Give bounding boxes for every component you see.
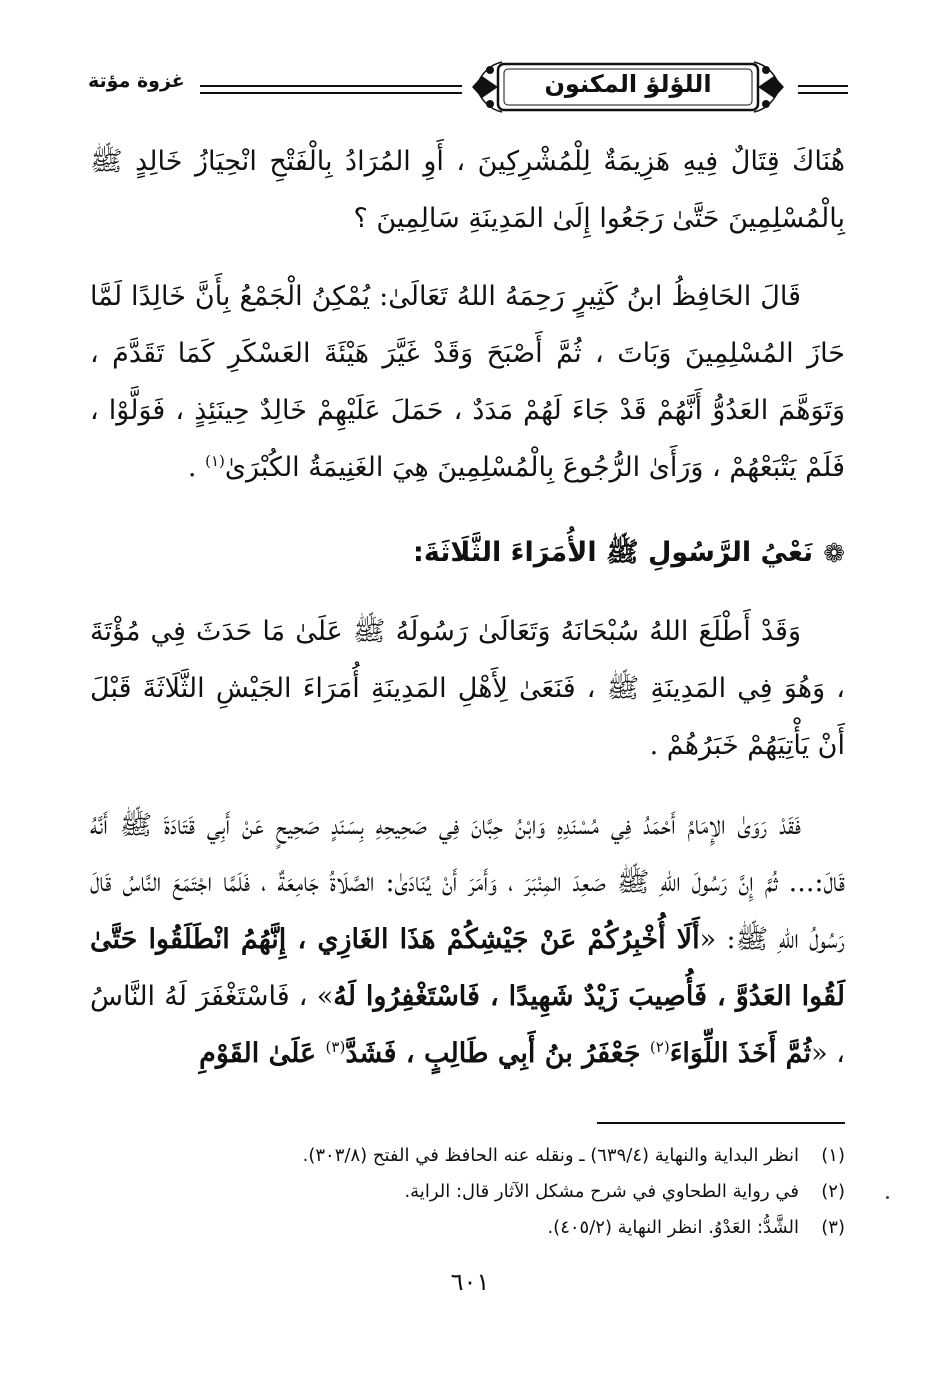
paragraph-1-text: هُنَاكَ قِتَالٌ فِيهِ هَزِيمَةٌ لِلْمُشْرِكِينَ ، أَوِ المُرَادُ بِالْفَتْحِ انْحِيَازُ خَالِدٍ ﷺ بِالْمُسْلِمِينَ حَتَّىٰ رَجَعُوا إِلَىٰ المَدِينَةِ سَالِمِينَ ؟ xyxy=(90,146,845,234)
footnote-text: في رواية الطحاوي في شرح مشكل الآثار قال: الراية. xyxy=(404,1181,799,1202)
footnote-separator xyxy=(597,1122,845,1124)
footnote-1 xyxy=(90,1138,845,1174)
footnotes xyxy=(90,1138,845,1246)
footnote-ref-3[interactable]: (٣) xyxy=(325,1038,346,1056)
footnote-3 xyxy=(90,1210,845,1246)
paragraph-4 xyxy=(90,797,845,1082)
footnote-ref-1[interactable]: (١) xyxy=(205,452,225,470)
scan-speck xyxy=(886,1196,889,1199)
header-rule-right xyxy=(798,85,848,94)
chapter-title: غزوة مؤتة xyxy=(88,70,185,92)
paragraph-3-text: وَقَدْ أَطْلَعَ اللهُ سُبْحَانَهُ وَتَعَالَىٰ رَسُولَهُ ﷺ عَلَىٰ مَا حَدَثَ فِي مُؤْتَةَ ، وَهُوَ فِي المَدِينَةِ ﷺ ، فَنَعَىٰ لِأَهْلِ المَدِينَةِ أُمَرَاءَ الجَيْشِ الثَّلَاثَةَ قَبْلَ أَنْ يَأْتِيَهُمْ خَبَرُهُمْ . xyxy=(90,616,845,761)
paragraph-4-text-a: فَقَدْ رَوَىٰ الإِمَامُ أَحْمَدُ فِي مُسْنَدِهِ وَابْنُ حِبَّانَ فِي صَحِيحِهِ بِسَنَدٍ صَحِيحٍ عَنْ أَبِي قَتَادَةَ ﷺ أَنَّهُ قَالَ:... ثُمَّ إِنَّ رَسُولَ اللهِ ﷺ صَعِدَ المِنْبَرَ ، وَأَمَرَ أَنْ يُنَادَىٰ: الصَّلَاةُ جَامِعَةٌ ، فَلَمَّا اجْتَمَعَ النَّاسُ قَالَ رَسُولُ اللهِ ﷺ: « xyxy=(90,810,845,955)
running-header xyxy=(88,58,848,118)
footnote-number: (١) xyxy=(821,1145,845,1166)
hadith-quote-3: جَعْفَرُ بنُ أَبِي طَالِبٍ ، فَشَدَّ xyxy=(345,1038,650,1069)
page-number: ٦٠١ xyxy=(450,1268,490,1296)
footnote-number: (٢) xyxy=(821,1181,845,1202)
flower-ornament-icon: ❁ xyxy=(823,538,845,569)
header-rule-left xyxy=(200,85,462,94)
footnote-2 xyxy=(90,1174,845,1210)
footnote-ref-2[interactable]: (٢) xyxy=(649,1038,670,1056)
hadith-quote-2: ثُمَّ أَخَذَ اللِّوَاءَ xyxy=(669,1038,812,1069)
section-heading xyxy=(90,528,845,579)
title-ornament-frame xyxy=(468,58,788,116)
paragraph-4-text-c: » ، فَاسْتَغْفَرَ لَهُ النَّاسُ ، « xyxy=(90,981,845,1069)
section-heading-text: نَعْيُ الرَّسُولِ ﷺ الأُمَرَاءَ الثَّلَاثَةَ: xyxy=(413,537,814,568)
hadith-quote-1: أَلَا أُخْبِرُكُمْ عَنْ جَيْشِكُمْ هَذَا الغَازِي ، إِنَّهُمُ انْطَلَقُوا حَتَّىٰ لَقُوا العَدُوَّ ، فَأُصِيبَ زَيْدٌ شَهِيدًا ، فَاسْتَغْفِرُوا لَهُ xyxy=(90,924,845,1012)
paragraph-1 xyxy=(90,133,845,247)
hadith-quote-4: عَلَىٰ القَوْمِ xyxy=(199,1038,326,1069)
footnote-text: الشَّدُّ: العَدْوُ. انظر النهاية (٤٠٥/٢). xyxy=(547,1217,799,1238)
footnote-text: انظر البداية والنهاية (٦٣٩/٤) ـ ونقله عنه الحافظ في الفتح (٣٠٣/٨). xyxy=(302,1145,799,1166)
paragraph-2 xyxy=(90,268,845,496)
footnote-number: (٣) xyxy=(821,1217,845,1238)
paragraph-3 xyxy=(90,603,845,774)
paragraph-2-text: قَالَ الحَافِظُ ابنُ كَثِيرٍ رَحِمَهُ اللهُ تَعَالَىٰ: يُمْكِنُ الْجَمْعُ بِأَنَّ خَالِدًا لَمَّا حَازَ المُسْلِمِينَ وَبَاتَ ، ثُمَّ أَصْبَحَ وَقَدْ غَيَّرَ هَيْئَةَ العَسْكَرِ كَمَا تَقَدَّمَ ، وَتَوَهَّمَ العَدُوُّ أَنَّهُمْ قَدْ جَاءَ لَهُمْ مَدَدٌ ، حَمَلَ عَلَيْهِمْ خَالِدٌ حِينَئِذٍ ، فَوَلَّوْا ، فَلَمْ يَتْبَعْهُمْ ، وَرَأَىٰ الرُّجُوعَ بِالْمُسْلِمِينَ هِيَ الغَنِيمَةُ الكُبْرَىٰ xyxy=(90,281,845,483)
paragraph-2-end: . xyxy=(187,452,206,483)
book-title: اللؤلؤ المكنون xyxy=(544,70,712,98)
